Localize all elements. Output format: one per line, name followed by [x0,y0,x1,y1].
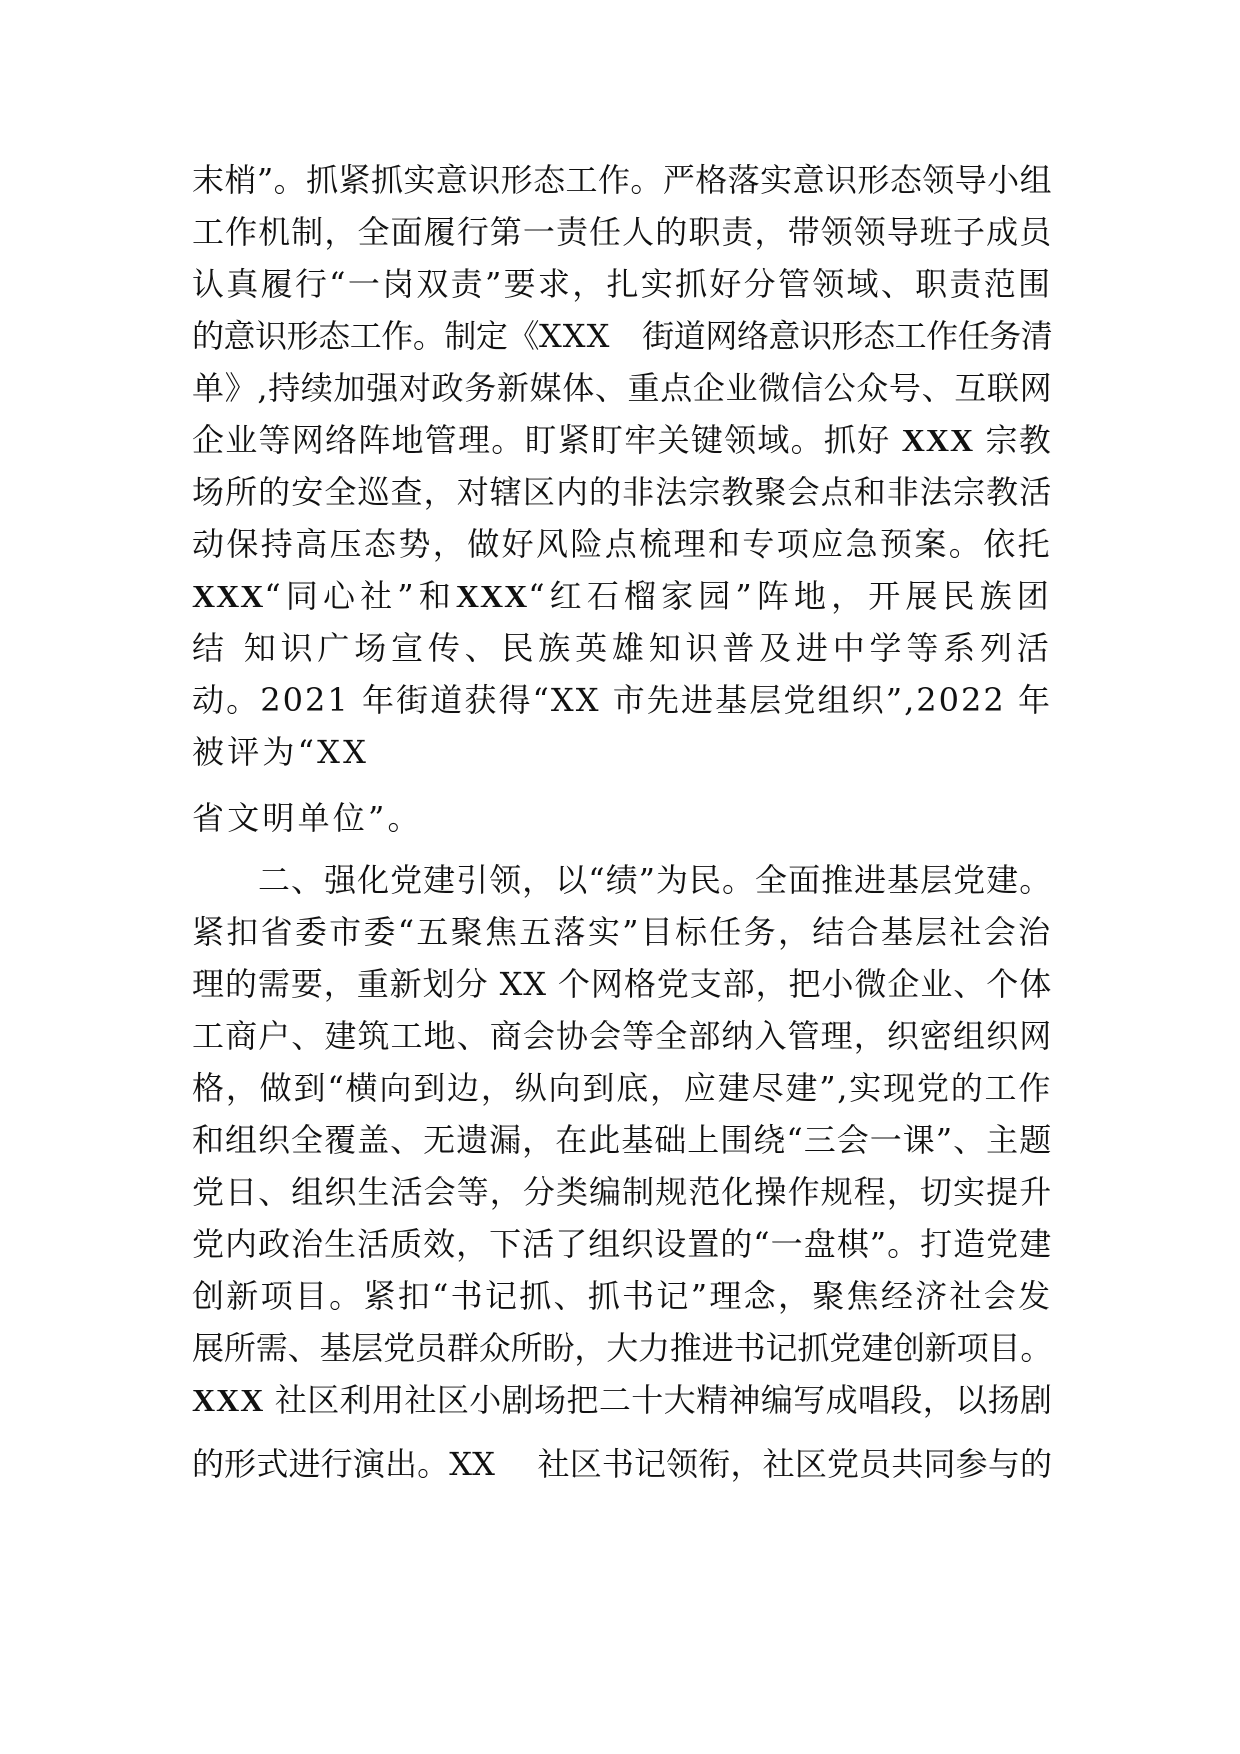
text-line [192,1270,1052,1322]
text-run: 创新项目。紧扣“书记抓、抓书记”理念，聚焦经济社会发 [192,1277,1052,1315]
text-run: 工商户、建筑工地、商会协会等全部纳入管理，织密组织网 [192,1017,1052,1055]
text-run: 二、强化党建引领，以“绩”为民。全面推进基层党建。 [192,861,1052,899]
text-line [192,792,1052,844]
text-line [192,466,1052,518]
text-line [192,1062,1052,1114]
text-line [192,1114,1052,1166]
text-run: “红石榴家园”阵地，开展民族团 [528,577,1052,615]
text-run: 紧扣省委市委“五聚焦五落实”目标任务，结合基层社会治 [192,913,1052,951]
text-line [192,958,1052,1010]
text-line [192,1166,1052,1218]
text-run: 街道网络意识形态工作任务清 [610,317,1052,355]
text-line [192,622,1052,674]
text-run: 动保持高压态势，做好风险点梳理和专项应急预案。依托 [192,525,1053,563]
text-line [192,726,1052,778]
text-line [192,570,1052,622]
text-run-bold: XXX [192,1382,265,1418]
text-line [192,1010,1052,1062]
text-run: 认真履行“一岗双责”要求，扎实抓好分管领域、职责范围 [192,265,1052,303]
text-run: 宗教 [974,421,1052,459]
text-run: 省文明单位”。 [192,799,423,837]
text-line [192,154,1052,206]
text-line [192,854,1052,906]
text-run: 动。2021 年街道获得“XX 市先进基层党组织”,2022 年 [192,681,1052,719]
text-line [192,1322,1052,1374]
text-run: 的形式进行演出。XX 社区书记领衔，社区党员共同参与的 [192,1445,1052,1483]
text-run: “同心社”和 [264,577,456,615]
text-run: 党内政治生活质效，下活了组织设置的“一盘棋”。打造党建 [192,1225,1052,1263]
text-line [192,906,1052,958]
text-run: 场所的安全巡查，对辖区内的非法宗教聚会点和非法宗教活 [192,473,1052,511]
text-run: 理的需要，重新划分 XX 个网格党支部，把小微企业、个体 [192,965,1052,1003]
text-run: 工作机制，全面履行第一责任人的职责，带领领导班子成员 [192,213,1052,251]
text-run-bold: XXX [901,422,975,458]
text-line [192,1374,1052,1426]
text-run: 格，做到“横向到边，纵向到底，应建尽建”,实现党的工作 [192,1069,1052,1107]
text-run: 单》,持续加强对政务新媒体、重点企业微信公众号、互联网 [192,369,1052,407]
text-line [192,258,1052,310]
text-run: 和组织全覆盖、无遗漏，在此基础上围绕“三会一课”、主题 [192,1121,1052,1159]
text-run: 党日、组织生活会等，分类编制规范化操作规程，切实提升 [192,1173,1052,1211]
text-line [192,362,1052,414]
text-run: 展所需、基层党员群众所盼，大力推进书记抓党建创新项目。 [192,1329,1052,1367]
text-line [192,206,1052,258]
text-run: 的意识形态工作。制定《 [192,317,540,355]
text-run: 末梢”。抓紧抓实意识形态工作。严格落实意识形态领导小组 [192,161,1052,199]
text-line [192,310,1052,362]
text-run: XXX [539,317,611,355]
text-run: 企业等网络阵地管理。盯紧盯牢关键领域。抓好 [192,421,902,459]
text-run-bold: XXX [192,578,265,614]
text-run: 被评为“XX [192,733,370,771]
text-run: 社区利用社区小剧场把二十大精神编写成唱段，以扬剧 [264,1381,1052,1419]
text-line [192,1438,1052,1490]
text-line [192,414,1052,466]
text-run-bold: XXX [455,578,529,614]
text-line [192,518,1052,570]
text-run: 结 知识广场宣传、民族英雄知识普及进中学等系列活 [192,629,1052,667]
text-line [192,1218,1052,1270]
text-line [192,674,1052,726]
